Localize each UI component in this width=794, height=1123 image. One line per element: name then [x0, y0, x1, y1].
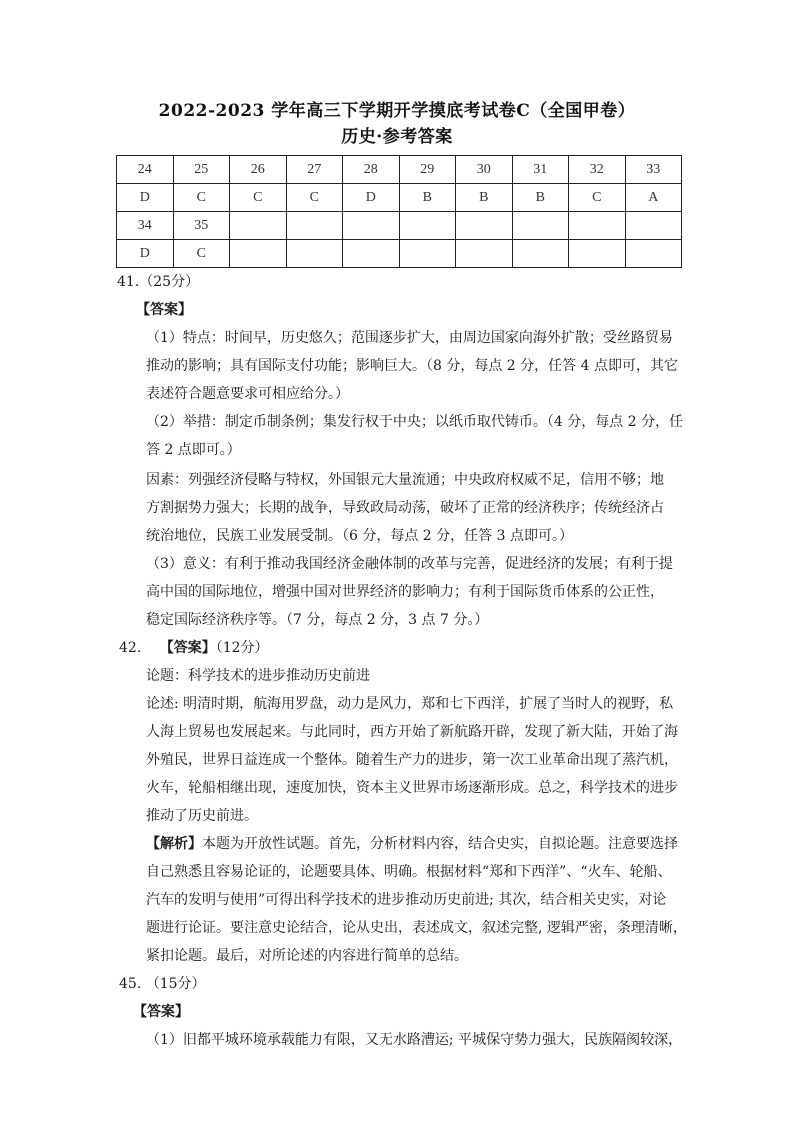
answer-table-cell [230, 240, 287, 268]
answer-table-cell [512, 212, 569, 240]
q41-answer-tag: 【答案】 [136, 302, 192, 318]
answer-table-cell: 24 [117, 156, 174, 184]
q42-line: 火车，轮船相继出现，速度加快，资本主义世界市场逐渐形成。总之，科学技术的进步 [146, 780, 678, 796]
answer-table-cell: 30 [456, 156, 513, 184]
q42-line: 论述: 明清时期，航海用罗盘，动力是风力，郑和七下西洋，扩展了当时人的视野，私 [146, 696, 674, 712]
answer-table-cell [625, 212, 682, 240]
q41-line: （1）特点：时间早，历史悠久；范围逐步扩大，由周边国家向海外扩散；受丝路贸易 [146, 330, 673, 346]
answer-table-cell [399, 240, 456, 268]
exam-title: 2022-2023 学年高三下学期开学摸底考试卷C（全国甲卷） [158, 101, 636, 121]
answer-table-cell: A [625, 184, 682, 212]
q41-line: 统治地位，民族工业发展受制。（6 分，每点 2 分，任答 3 点即可。） [146, 528, 573, 544]
answer-table-cell: C [173, 184, 230, 212]
answer-table-cell [343, 240, 400, 268]
q42-line: 推动了历史前进。 [146, 808, 258, 824]
answer-table-cell [399, 212, 456, 240]
q42-number-text: 42. [119, 640, 142, 656]
q42-analysis-tag: 【解析】 [146, 836, 202, 852]
q42-analysis-text: 本题为开放性试题。首先，分析材料内容，结合史实，自拟论题。注意要选择 [202, 836, 678, 852]
answer-table-cell: B [512, 184, 569, 212]
answer-table-cell [456, 212, 513, 240]
q45-answer-tag: 【答案】 [133, 1004, 189, 1020]
q41-heading: 41.（25分） [117, 274, 200, 290]
answer-table-cell: 28 [343, 156, 400, 184]
q41-line: 方割据势力强大；长期的战争，导致政局动荡，破坏了正常的经济秩序；传统经济占 [146, 500, 664, 516]
answer-table-row [117, 156, 682, 184]
answer-table-cell [512, 240, 569, 268]
q42-analysis-line: 自己熟悉且容易论证的，论题要具体、明确。根据材料“郑和下西洋”、“火车、轮船、 [146, 864, 672, 880]
q42-analysis-line: 题进行论证。要注意史论结合，论从史出，表述成文，叙述完整, 逻辑严密，条理清晰， [146, 920, 687, 936]
answer-table-cell: C [286, 184, 343, 212]
answer-table-cell: B [399, 184, 456, 212]
answer-table-cell [569, 240, 626, 268]
q41-line: 因素：列强经济侵略与特权，外国银元大量流通；中央政府权威不足，信用不够；地 [146, 472, 664, 488]
answer-table-cell: 35 [173, 212, 230, 240]
q41-line: 稳定国际经济秩序等。（7 分，每点 2 分，3 点 7 分。） [146, 612, 489, 628]
answer-table-cell: 34 [117, 212, 174, 240]
answer-table-cell [286, 212, 343, 240]
answer-table-cell: D [117, 184, 174, 212]
answer-table-row [117, 184, 682, 212]
answer-table-row [117, 212, 682, 240]
q42-analysis-line [146, 830, 678, 858]
answer-table-cell [230, 212, 287, 240]
q42-line: 人海上贸易也发展起来。与此同时，西方开始了新航路开辟，发现了新大陆，开始了海 [146, 724, 678, 740]
answer-table-cell: 25 [173, 156, 230, 184]
answer-table-cell: D [343, 184, 400, 212]
answer-table-cell: 26 [230, 156, 287, 184]
q42-analysis-line: 紧扣论题。最后，对所论述的内容进行简单的总结。 [146, 948, 468, 964]
answer-table-cell [625, 240, 682, 268]
answer-table-cell: 31 [512, 156, 569, 184]
q41-line: 推动的影响；具有国际支付功能；影响巨大。（8 分，每点 2 分，任答 4 点即可，其它 [146, 358, 678, 374]
q45-heading: 45. （15分） [119, 976, 206, 992]
answer-table-cell: C [173, 240, 230, 268]
q41-line: （3）意义：有利于推动我国经济金融体制的改革与完善，促进经济的发展；有利于提 [146, 556, 673, 572]
q42-score: （12分） [215, 640, 269, 656]
answer-table [116, 155, 682, 268]
q42-number [119, 634, 269, 662]
q42-analysis-line: 汽车的发明与使用”可得出科学技术的进步推动历史前进; 其次，结合相关史实，对论 [146, 892, 667, 908]
q42-line: 论题：科学技术的进步推动历史前进 [146, 668, 370, 684]
answer-table-cell [569, 212, 626, 240]
q41-line: 答 2 点即可。） [146, 442, 241, 458]
q42-answer-tag: 【答案】 [159, 640, 216, 656]
answer-table-cell [456, 240, 513, 268]
answer-table-cell: 29 [399, 156, 456, 184]
q42-line: 外殖民，世界日益连成一个整体。随着生产力的进步，第一次工业革命出现了蒸汽机， [146, 752, 678, 768]
answer-table-cell: C [230, 184, 287, 212]
answer-table-cell [343, 212, 400, 240]
q41-line: 高中国的国际地位，增强中国对世界经济的影响力；有利于国际货币体系的公正性， [146, 584, 664, 600]
answer-table-cell: C [569, 184, 626, 212]
answer-table-cell: D [117, 240, 174, 268]
q41-line: （2）举措：制定币制条例；集发行权于中央；以纸币取代铸币。（4 分，每点 2 分，任 [146, 414, 684, 430]
q41-line: 表述符合题意要求可相应给分。） [146, 386, 349, 402]
answer-table-cell: B [456, 184, 513, 212]
answer-table-cell: 33 [625, 156, 682, 184]
answer-table-cell [286, 240, 343, 268]
answer-table-cell: 32 [569, 156, 626, 184]
answer-table-row [117, 240, 682, 268]
exam-subtitle: 历史·参考答案 [341, 127, 453, 147]
answer-table-cell: 27 [286, 156, 343, 184]
q45-line: （1）旧都平城环境承载能力有限，又无水路漕运; 平城保守势力强大，民族隔阂较深， [146, 1032, 683, 1048]
